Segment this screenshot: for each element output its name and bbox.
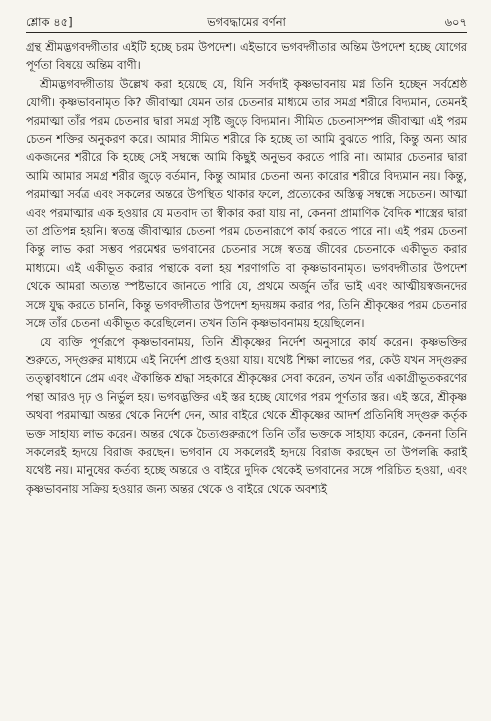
verse-reference: শ্লোক ৪৫] (26, 15, 73, 29)
paragraph: যে ব্যক্তি পূর্ণরূপে কৃষ্ণভাবনাময়, তিনি শ্রীকৃষ্ণের নির্দেশ অনুসারে কার্য করেন। কৃষ্ণভক্তির শুরুতে, সদ্গুরুর মাধ্যমে এই নির্দেশ প্রাপ্ত হওয়া যায়। যথেষ্ট শিক্ষা লাভের পর, কেউ যখন সদ্গুরুর তত্ত্বাবধানে প্রেম এবং ঐকান্তিক শ্রদ্ধা সহকারে শ্রীকৃষ্ণের সেবা করেন, তখন তাঁর একাগ্রীভূতকরণের পন্থা আরও দৃঢ় ও নির্ভুল হয়। ভগবদ্ভক্তির এই স্তর হচ্ছে যোগের পরম পূর্ণতার স্তর। এই স্তরে, শ্রীকৃষ্ণ অথবা পরমাত্মা অন্তর থেকে নির্দেশ দেন, আর বাইরে থেকে শ্রীকৃষ্ণের আদর্শ প্রতিনিধি সদ্গুরু কর্তৃক ভক্ত সাহায্য লাভ করেন। অন্তর থেকে চৈত্যগুরুরূপে তিনি তাঁর ভক্তকে সাহায্য করেন, কেননা তিনি সকলেরই হৃদয়ে বিরাজ করছেন। ভগবান যে সকলেরই হৃদয়ে বিরাজ করছেন তা উপলব্ধি করাই যথেষ্ট নয়। মানুষের কর্তব্য হচ্ছে অন্তরে ও বাইরে দুদিক থেকেই ভগবানের সঙ্গে পরিচিত হওয়া, এবং কৃষ্ণভাবনায় সক্রিয় হওয়ার জন্য অন্তর থেকে ও বাইরে থেকে অবশ্যই (26, 335, 467, 496)
page-number: ৬০৭ (444, 15, 467, 29)
running-title: ভগবদ্ধামের বর্ণনা (207, 15, 286, 29)
paragraph: শ্রীমদ্ভগবদ্গীতায় উল্লেখ করা হয়েছে যে, যিনি সর্বদাই কৃষ্ণভাবনায় মগ্ন তিনি হচ্ছেন সর্বশ্রেষ্ঠ যোগী। কৃষ্ণভাবনামৃত কি? জীবাত্মা যেমন তার চেতনার মাধ্যমে তার সমগ্র শরীরে বিদ্যমান, তেমনই পরমাত্মা তাঁর পরম চেতনার দ্বারা সমগ্র সৃষ্টি জুড়ে বিদ্যমান। সীমিত চেতনাসম্পন্ন জীবাত্মা এই পরম চেতন শক্তির অনুকরণ করে। আমার সীমিত শরীরে কি হচ্ছে তা আমি বুঝতে পারি, কিন্তু অন্য আর একজনের শরীরে কি হচ্ছে সেই সম্বন্ধে আমি কিছুই অনুভব করতে পারি না। আমার চেতনার দ্বারা আমি আমার সমগ্র শরীর জুড়ে বর্তমান, কিন্তু আমার চেতনা অন্য কারোর শরীরে বিদ্যমান নয়। কিন্তু, পরমাত্মা সর্বত্র এবং সকলের অন্তরে উপস্থিত থাকার ফলে, প্রত্যেকের অস্তিত্ব সম্বন্ধে সচেতন। আত্মা এবং পরমাত্মার এক হওয়ার যে মতবাদ তা স্বীকার করা যায় না, কেননা প্রামাণিক বৈদিক শাস্ত্রের দ্বারা তা প্রতিপন্ন হয়নি। স্বতন্ত্র জীবাত্মার চেতনা পরম চেতনারূপে কার্য করতে পারে না। এই পরম চেতনা কিন্তু লাভ করা সম্ভব পরমেশ্বর ভগবানের চেতনার সঙ্গে স্বতন্ত্র জীবের চেতনাকে একীভূত করার মাধ্যমে। এই একীভূত করার পন্থাকে বলা হয় শরণাগতি বা কৃষ্ণভাবনামৃত। ভগবদ্গীতার উপদেশ থেকে আমরা অত্যন্ত স্পষ্টভাবে জানতে পারি যে, প্রথমে অর্জুন তাঁর ভাই এবং আত্মীয়স্বজনদের সঙ্গে যুদ্ধ করতে চাননি, কিন্তু ভগবদ্গীতার উপদেশ হৃদয়ঙ্গম করার পর, তিনি শ্রীকৃষ্ণের পরম চেতনার সঙ্গে তাঁর চেতনা একীভূত করেছিলেন। তখন তিনি কৃষ্ণভাবনাময় হয়েছিলেন। (26, 77, 467, 331)
page-header (26, 10, 467, 32)
body-text (26, 39, 467, 499)
paragraph: গ্রন্থ শ্রীমদ্ভগবদ্গীতার এইটি হচ্ছে চরম উপদেশ। এইভাবে ভগবদ্গীতার অন্তিম উপদেশ হচ্ছে যোগের পূর্ণতা বিষয়ে অন্তিম বাণী। (26, 41, 467, 73)
